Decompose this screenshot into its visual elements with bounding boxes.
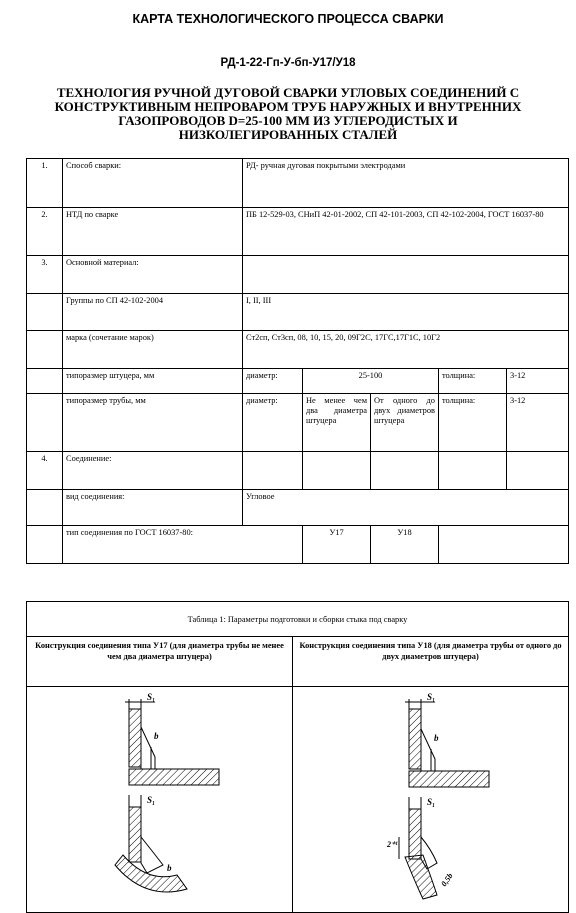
pipe-wall-shape bbox=[129, 769, 219, 785]
ntd-value: ПБ 12-529-03, СНиП 42-01-2002, СП 42-101-2003, СП 42-102-2004, ГОСТ 16037-80 bbox=[243, 208, 569, 256]
curved-pipe-wall-shape bbox=[115, 855, 187, 892]
table-caption: Таблица 1: Параметры подготовки и сборки стыка под сварку bbox=[27, 602, 569, 637]
table-row bbox=[27, 331, 569, 369]
document-subtitle bbox=[0, 86, 576, 142]
pipe-size-label: типоразмер трубы, мм bbox=[63, 394, 243, 452]
ntd-label: НТД по сварке bbox=[63, 208, 243, 256]
empty-cell bbox=[371, 452, 439, 490]
table-row bbox=[27, 602, 569, 637]
table-row bbox=[27, 159, 569, 208]
table-row bbox=[27, 526, 569, 564]
document-title: КАРТА ТЕХНОЛОГИЧЕСКОГО ПРОЦЕССА СВАРКИ bbox=[132, 12, 444, 26]
fitting-wall-shape bbox=[409, 709, 421, 769]
pipe-diameter-option-u18: От одного до двух диаметров штуцера bbox=[371, 394, 439, 452]
joint-kind-label: вид соединения: bbox=[63, 490, 243, 526]
u18-drawing-cell bbox=[293, 687, 569, 913]
table-row bbox=[27, 256, 569, 294]
groups-label: Группы по СП 42-102-2004 bbox=[63, 294, 243, 331]
table-row bbox=[27, 208, 569, 256]
joint-gost-label: тип соединения по ГОСТ 16037-80: bbox=[63, 526, 303, 564]
subtitle-line: КОНСТРУКТИВНЫМ НЕПРОВАРОМ ТРУБ НАРУЖНЫХ И ВНУТРЕННИХ bbox=[54, 99, 522, 114]
empty-cell bbox=[303, 452, 371, 490]
table-row bbox=[27, 369, 569, 394]
u17-joint-drawing bbox=[27, 687, 293, 909]
bevel-label: 0,5b bbox=[439, 871, 455, 889]
subtitle-line: НИЗКОЛЕГИРОВАННЫХ СТАЛЕЙ bbox=[178, 127, 398, 142]
weld-bevel-shape bbox=[421, 729, 435, 771]
row-number: 2. bbox=[27, 208, 63, 256]
pipe-wall-shape bbox=[409, 771, 489, 787]
fitting-size-label: типоразмер штуцера, мм bbox=[63, 369, 243, 394]
empty-cell bbox=[507, 452, 569, 490]
table-row bbox=[27, 687, 569, 913]
groups-value: I, II, III bbox=[243, 294, 569, 331]
steel-grade-value: Ст2сп, Ст3сп, 08, 10, 15, 20, 09Г2С, 17ГС,17Г1С, 10Г2 bbox=[243, 331, 569, 369]
fitting-wall-shape bbox=[129, 709, 141, 767]
weld-bevel-shape bbox=[141, 837, 163, 873]
document-code: РД-1-22-Гп-У-бп-У17/У18 bbox=[220, 57, 356, 69]
fitting-thickness-value: 3-12 bbox=[507, 369, 569, 394]
welding-method-value: РД- ручная дуговая покрытыми электродами bbox=[243, 159, 569, 208]
welding-method-label: Способ сварки: bbox=[63, 159, 243, 208]
weld-bevel-shape bbox=[141, 727, 155, 769]
process-table bbox=[26, 158, 569, 564]
s1-label: S₁ bbox=[147, 692, 156, 702]
b-label: b bbox=[167, 863, 172, 873]
table-row bbox=[27, 637, 569, 687]
empty-cell bbox=[27, 294, 63, 331]
empty-cell bbox=[439, 452, 507, 490]
s1-label: S₁ bbox=[427, 797, 436, 807]
empty-cell bbox=[243, 452, 303, 490]
fitting-thickness-label: толщина: bbox=[439, 369, 507, 394]
empty-cell bbox=[243, 256, 569, 294]
gap-label: 2⁺¹ bbox=[387, 840, 398, 849]
u18-header: Конструкция соединения типа У18 (для диаметра трубы от одного до двух диаметров штуцера) bbox=[293, 637, 569, 687]
empty-cell bbox=[27, 490, 63, 526]
steel-grade-label: марка (сочетание марок) bbox=[63, 331, 243, 369]
preparation-table bbox=[26, 601, 569, 913]
curved-pipe-wall-shape bbox=[405, 855, 437, 899]
s1-label: S₁ bbox=[147, 795, 156, 805]
u18-joint-drawing bbox=[293, 687, 569, 909]
joint-type-u17: У17 bbox=[303, 526, 371, 564]
u17-drawing-cell bbox=[27, 687, 293, 913]
pipe-diameter-label: диаметр: bbox=[243, 394, 303, 452]
base-material-label: Основной материал: bbox=[63, 256, 243, 294]
empty-cell bbox=[27, 394, 63, 452]
table-row bbox=[27, 452, 569, 490]
row-number: 1. bbox=[27, 159, 63, 208]
row-number: 4. bbox=[27, 452, 63, 490]
pipe-thickness-value: 3-12 bbox=[507, 394, 569, 452]
row-number: 3. bbox=[27, 256, 63, 294]
b-label: b bbox=[154, 731, 159, 741]
joint-type-u18: У18 bbox=[371, 526, 439, 564]
fitting-diameter-value: 25-100 bbox=[303, 369, 439, 394]
pipe-diameter-option-u17: Не менее чем два диаметра штуцера bbox=[303, 394, 371, 452]
subtitle-line: ТЕХНОЛОГИЯ РУЧНОЙ ДУГОВОЙ СВАРКИ УГЛОВЫХ СОЕДИНЕНИЙ С bbox=[56, 85, 520, 100]
b-label: b bbox=[434, 733, 439, 743]
joint-label: Соединение: bbox=[63, 452, 243, 490]
fitting-wall-shape bbox=[409, 809, 421, 859]
u17-header: Конструкция соединения типа У17 (для диаметра трубы не менее чем два диаметра штуцера) bbox=[27, 637, 293, 687]
fitting-diameter-label: диаметр: bbox=[243, 369, 303, 394]
table-row bbox=[27, 294, 569, 331]
empty-cell bbox=[27, 331, 63, 369]
fitting-wall-shape bbox=[129, 807, 141, 862]
empty-cell bbox=[27, 526, 63, 564]
empty-cell bbox=[439, 526, 569, 564]
subtitle-line: ГАЗОПРОВОДОВ D=25-100 ММ ИЗ УГЛЕРОДИСТЫХ И bbox=[118, 113, 458, 128]
table-row bbox=[27, 394, 569, 452]
joint-kind-value: Угловое bbox=[243, 490, 569, 526]
empty-cell bbox=[27, 369, 63, 394]
s1-label: S₁ bbox=[427, 692, 436, 702]
pipe-thickness-label: толщина: bbox=[439, 394, 507, 452]
table-row bbox=[27, 490, 569, 526]
